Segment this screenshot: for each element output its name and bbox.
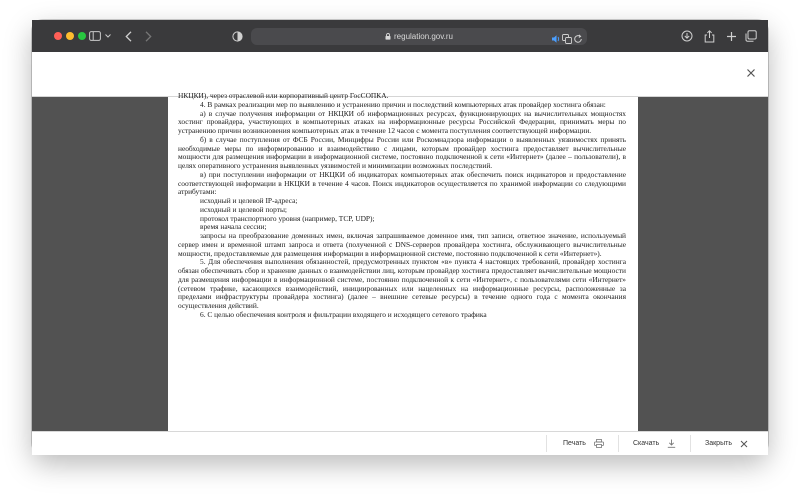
doc-paragraph: запросы на преобразование доменных имен, включая запрашиваемое доменное имя, тип записи, ответное значение, используемый сервер имен и временной штамп запроса и ответа (полученной с DNS-серверов провайдера хостинга, обслуживающего вычислительные мощности, предоставляемые для размещения информации в информационной системе, постоянно подключенной к сети «Интернет»). bbox=[178, 231, 626, 258]
url-text bbox=[251, 28, 587, 45]
document-text bbox=[178, 92, 626, 320]
printer-icon bbox=[594, 439, 604, 448]
privacy-shield-icon[interactable] bbox=[230, 29, 244, 43]
document-page bbox=[168, 91, 638, 454]
window-minimize-button[interactable] bbox=[66, 32, 74, 40]
new-tab-plus-icon[interactable] bbox=[724, 29, 738, 43]
sidebar-toggle-icon[interactable] bbox=[88, 29, 102, 43]
window-zoom-button[interactable] bbox=[78, 32, 86, 40]
close-button[interactable] bbox=[690, 435, 769, 452]
doc-paragraph: 5. Для обеспечения выполнения обязанностей, предусмотренных пунктом «в» пункта 4 настоящих требований, провайдер хостинга обязан обеспечивать сбор и хранение данных о взаимодействии лиц, которым провайдер хостинга предоставляет вычислительные мощности для размещения информации в информационной системе, постоянно подключенной к сети «Интернет», с пользователями сети «Интернет» (сетевом трафике, касающихся взаимодействий, инициированных или нацеленных на информационные ресурсы, расположенные за пределами инфраструктуры провайдера хостинга) (далее – внешние сетевые ресурсы) в течение одного года с момента окончания осуществления действий. bbox=[178, 257, 626, 310]
doc-paragraph: а) в случае получения информации от НКЦКИ об информационных ресурсах, функционирующих на вычислительных мощностях хостинг провайдера, участвующих в компьютерных атаках на информационные ресурсы Российской Федерации, принимать меры по устранению причин возникновения компьютерных атак в течение 12 часов с момента поступления соответствующей информации. bbox=[178, 108, 626, 135]
doc-attribute-item: протокол транспортного уровня (например, TCP, UDP); bbox=[200, 213, 375, 223]
reload-icon[interactable] bbox=[573, 31, 583, 49]
forward-arrow-icon[interactable] bbox=[142, 29, 154, 43]
title-bar bbox=[32, 20, 768, 52]
doc-attribute-item: время начала сессии; bbox=[200, 222, 267, 232]
viewer-header bbox=[32, 52, 768, 97]
download-button[interactable] bbox=[618, 435, 701, 452]
viewer-action-bar bbox=[32, 431, 768, 455]
document-viewer[interactable] bbox=[32, 91, 768, 454]
doc-attribute-item: исходный и целевой IP-адреса; bbox=[200, 196, 298, 205]
audio-icon[interactable] bbox=[551, 31, 561, 49]
back-arrow-icon[interactable] bbox=[122, 29, 134, 43]
tab-overview-icon[interactable] bbox=[744, 29, 758, 43]
print-label: Печать bbox=[563, 440, 586, 447]
close-x-icon bbox=[740, 440, 748, 448]
address-bar[interactable] bbox=[251, 28, 587, 45]
browser-window bbox=[32, 20, 768, 454]
download-label: Скачать bbox=[633, 440, 660, 447]
download-icon bbox=[667, 439, 676, 448]
share-icon[interactable] bbox=[702, 29, 716, 43]
doc-paragraph: б) в случае поступления от ФСБ России, Минцифры России или Роскомнадзора информации о выявленных уязвимостях принять необходимые меры по информированию и взаимодействию с лицами, которым провайдер хостинга предоставляет вычислительные мощности для размещения информации в информационной системе, постоянно подключенной к сети «Интернет» (далее – пользователи), в целях оперативного устранения выявленных уязвимостей и минимизации возможных последствий. bbox=[178, 134, 626, 170]
translate-icon[interactable] bbox=[562, 31, 572, 49]
window-close-button[interactable] bbox=[54, 32, 62, 40]
url-label: regulation.gov.ru bbox=[394, 32, 453, 41]
doc-paragraph: 6. С целью обеспечения контроля и фильтрации входящего и исходящего сетевого трафика bbox=[200, 309, 487, 319]
close-icon[interactable] bbox=[744, 66, 758, 80]
lock-icon bbox=[385, 33, 391, 40]
sidebar-menu-chevron-icon[interactable] bbox=[104, 29, 112, 43]
doc-attribute-item: исходный и целевой порты; bbox=[200, 204, 287, 214]
download-circle-icon[interactable] bbox=[680, 29, 694, 43]
doc-paragraph: в) при поступлении информации от НКЦКИ об индикаторах компьютерных атак обеспечить поиск индикаторов и предоставление соответствующей информации в НКЦКИ в течение 4 часов. Поиск индикаторов осуществляется по хранимой информации со следующими атрибутами: bbox=[178, 169, 626, 197]
close-label: Закрыть bbox=[705, 440, 732, 447]
doc-paragraph: НКЦКИ), через отраслевой или корпоративный центр ГосСОПКА. bbox=[178, 91, 389, 100]
doc-paragraph: 4. В рамках реализации мер по выявлению и устранению причин и последствий компьютерных атак провайдер хостинга обязан: bbox=[200, 99, 606, 109]
